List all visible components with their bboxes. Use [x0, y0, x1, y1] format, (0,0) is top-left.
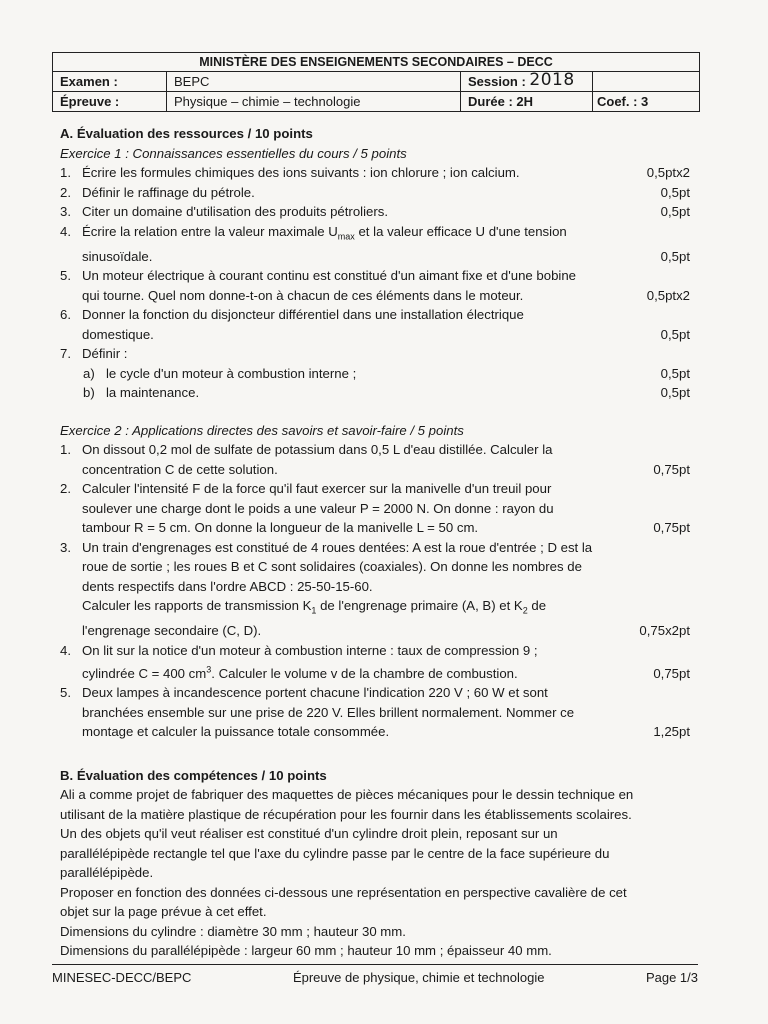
epreuve-value: Physique – chimie – technologie	[167, 92, 461, 111]
question-number: 3.	[60, 539, 71, 555]
subscript: 1	[311, 605, 317, 616]
sub-question-item	[60, 383, 700, 403]
question-item	[60, 305, 700, 344]
points-value: 0,5ptx2	[646, 165, 690, 180]
question-text: qui tourne. Quel nom donne-t-on à chacun de ces éléments dans le moteur.	[82, 287, 524, 303]
question-item	[60, 202, 700, 222]
session-cell	[461, 72, 593, 91]
question-number: 3.	[60, 204, 71, 219]
empty-cell	[593, 72, 699, 91]
text-part: Écrire la relation entre la valeur maximale U	[82, 223, 338, 239]
question-number: 4.	[60, 223, 71, 239]
question-number: 5.	[60, 685, 71, 701]
question-text: montage et calculer la puissance totale consommée.	[82, 724, 390, 740]
question-text	[82, 666, 518, 681]
examen-label: Examen :	[53, 72, 167, 91]
points-value: 0,75pt	[653, 665, 690, 681]
superscript: 3	[206, 664, 212, 675]
points-value: 0,5pt	[660, 326, 690, 342]
question-item	[60, 641, 700, 683]
exercise-2-title: Exercice 2 : Applications directes des savoirs et savoir-faire / 5 points	[60, 422, 464, 438]
paragraph-line: Dimensions du parallélépipède : largeur 60 mm ; hauteur 10 mm ; épaisseur 40 mm.	[60, 943, 552, 959]
paragraph-line: Ali a comme projet de fabriquer des maquettes de pièces mécaniques pour le dessin technique en	[60, 787, 634, 803]
points-value: 0,75x2pt	[639, 623, 690, 639]
question-text: roue de sortie ; les roues B et C sont solidaires (coaxiales). On donne les nombres de	[82, 559, 582, 575]
paragraph-line: parallélépipède rectangle tel que l'axe du cylindre passe par le centre de la face supérieure du	[60, 845, 610, 861]
examen-value: BEPC	[167, 72, 461, 91]
header-row-epreuve	[53, 91, 699, 111]
sub-question-letter: a)	[83, 365, 95, 381]
text-part: . Calculer le volume v de la chambre de combustion.	[211, 665, 518, 681]
question-text: branchées ensemble sur une prise de 220 V. Elles brillent normalement. Nommer ce	[82, 704, 575, 720]
text-part: et la valeur efficace U d'une tension	[354, 223, 567, 239]
page-number: Page 1/3	[645, 970, 698, 985]
question-number: 1.	[60, 165, 71, 180]
duree-cell: Durée : 2H	[461, 92, 593, 111]
spacer	[60, 742, 700, 766]
session-value: 2018	[529, 72, 575, 90]
question-item	[60, 683, 700, 742]
question-text: domestique.	[82, 326, 154, 342]
subscript: 2	[522, 605, 528, 616]
sub-question-letter: b)	[83, 385, 95, 401]
paragraph-line: objet sur la page prévue à cet effet.	[60, 904, 267, 920]
paragraph-line: Dimensions du cylindre : diamètre 30 mm ; hauteur 30 mm.	[60, 923, 406, 939]
page-footer	[52, 964, 698, 985]
question-text: On lit sur la notice d'un moteur à combustion interne : taux de compression 9 ;	[82, 642, 538, 658]
exam-body	[60, 124, 700, 961]
paragraph-line: Un des objets qu'il veut réaliser est constitué d'un cylindre droit plein, reposant sur un	[60, 826, 558, 842]
question-text: Écrire les formules chimiques des ions suivants : ion chlorure ; ion calcium.	[82, 165, 520, 180]
question-text: l'engrenage secondaire (C, D).	[82, 623, 262, 639]
paragraph-line: Proposer en fonction des données ci-dessous une représentation en perspective cavalière de cet	[60, 884, 627, 900]
session-label: Session :	[468, 74, 526, 89]
question-item	[60, 183, 700, 203]
sub-question-text: le cycle d'un moteur à combustion interne ;	[106, 365, 357, 381]
question-number: 2.	[60, 184, 71, 200]
points-value: 0,5pt	[660, 204, 690, 219]
paragraph-line: parallélépipède.	[60, 865, 154, 881]
question-item	[60, 479, 700, 538]
question-number: 4.	[60, 642, 71, 658]
points-value: 1,25pt	[653, 724, 690, 740]
footer-title: Épreuve de physique, chimie et technologie	[292, 970, 545, 985]
points-value: 0,5pt	[660, 385, 690, 401]
question-text: Donner la fonction du disjoncteur différentiel dans une installation électrique	[82, 307, 524, 323]
question-text: dents respectifs dans l'ordre ABCD : 25-50-15-60.	[82, 578, 373, 594]
section-b-title: B. Évaluation des compétences / 10 points	[60, 767, 327, 783]
question-text: sinusoïdale.	[82, 248, 153, 264]
text-part: Calculer les rapports de transmission K	[82, 598, 312, 614]
question-text: concentration C de cette solution.	[82, 461, 278, 477]
points-value: 0,5pt	[660, 248, 690, 264]
sub-question-text: la maintenance.	[106, 385, 200, 401]
question-number: 7.	[60, 346, 71, 362]
question-text	[82, 223, 567, 242]
points-value: 0,5pt	[660, 365, 690, 381]
question-item	[60, 266, 700, 305]
question-text: Définir :	[82, 346, 128, 362]
question-number: 1.	[60, 442, 71, 458]
coef-cell: Coef. : 3	[597, 94, 649, 109]
question-text: Définir le raffinage du pétrole.	[82, 184, 255, 200]
exercise-1-title: Exercice 1 : Connaissances essentielles du cours / 5 points	[60, 145, 407, 161]
paragraph-line: utilisant de la matière plastique de récupération pour les fournir dans les établissements scolaires.	[60, 806, 632, 822]
question-text: Un train d'engrenages est constitué de 4 roues dentées: A est la roue d'entrée ; D est la	[82, 539, 593, 555]
question-text: Deux lampes à incandescence portent chacune l'indication 220 V ; 60 W et sont	[82, 685, 548, 701]
question-text: soulever une charge dont le poids a une valeur P = 2000 N. On donne : rayon du	[82, 500, 554, 516]
footer-code: MINESEC-DECC/BEPC	[52, 970, 192, 985]
text-part: cylindrée C = 400 cm	[82, 665, 207, 681]
question-text: Un moteur électrique à courant continu est constitué d'un aimant fixe et d'une bobine	[82, 268, 577, 284]
question-number: 2.	[60, 481, 71, 497]
points-value: 0,75pt	[653, 520, 690, 536]
text-part: de	[527, 598, 547, 614]
sub-question-item	[60, 364, 700, 384]
question-number: 6.	[60, 307, 71, 323]
question-text: Calculer l'intensité F de la force qu'il faut exercer sur la manivelle d'un treuil pour	[82, 481, 552, 497]
spacer	[60, 403, 700, 421]
points-value: 0,5ptx2	[646, 287, 690, 303]
exam-header-table	[52, 52, 700, 112]
question-item	[60, 163, 700, 183]
section-b-paragraph	[60, 785, 700, 961]
question-item	[60, 344, 700, 364]
question-item	[60, 538, 700, 641]
question-text: On dissout 0,2 mol de sulfate de potassium dans 0,5 L d'eau distillée. Calculer la	[82, 442, 553, 458]
question-text: Citer un domaine d'utilisation des produits pétroliers.	[82, 204, 388, 219]
question-item	[60, 440, 700, 479]
question-text: tambour R = 5 cm. On donne la longueur de la manivelle L = 50 cm.	[82, 520, 479, 536]
points-value: 0,75pt	[653, 461, 690, 477]
text-part: de l'engrenage primaire (A, B) et K	[316, 598, 523, 614]
epreuve-label: Épreuve :	[53, 92, 167, 111]
question-item	[60, 222, 700, 267]
section-a-title: A. Évaluation des ressources / 10 points	[60, 126, 313, 141]
question-number: 5.	[60, 268, 71, 284]
header-row-examen	[53, 72, 699, 91]
points-value: 0,5pt	[660, 184, 690, 200]
ministry-title: MINISTÈRE DES ENSEIGNEMENTS SECONDAIRES – DECC	[53, 53, 699, 72]
question-text	[82, 598, 547, 616]
subscript: max	[337, 231, 355, 242]
